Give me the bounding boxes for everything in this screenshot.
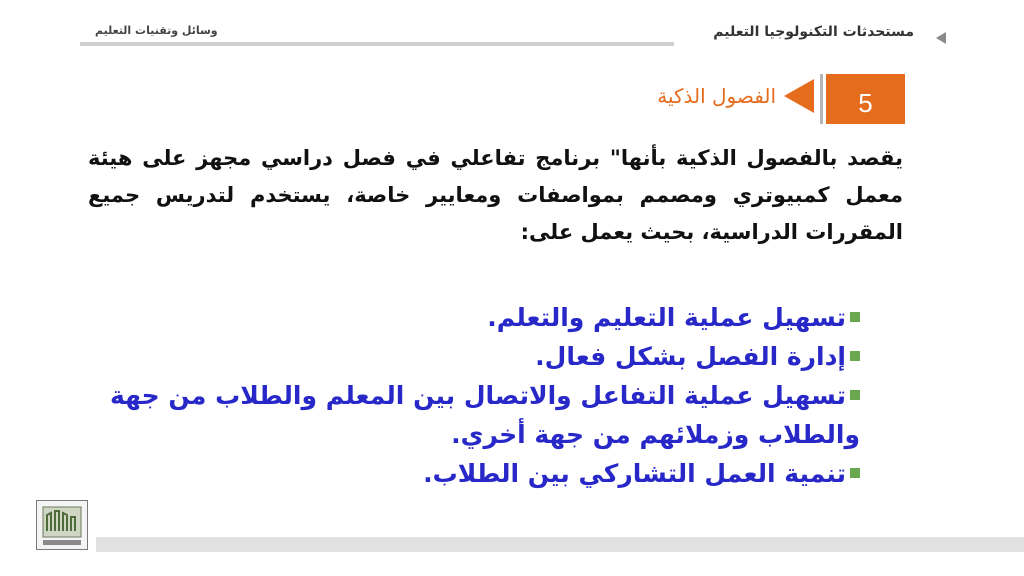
bullet-square-icon [850,312,860,322]
list-item [110,337,860,376]
bullet-text: إدارة الفصل بشكل فعال. [535,342,846,371]
course-title: مستحدثات التكنولوجيا التعليم [713,24,914,40]
bullet-text: تسهيل عملية التعليم والتعلم. [487,303,846,332]
header-divider [80,42,674,46]
number-divider [820,74,823,124]
bullet-text: تسهيل عملية التفاعل والاتصال بين المعلم والطلاب من جهة والطلاب وزملائهم من جهة أخري. [110,381,860,449]
bullet-square-icon [850,390,860,400]
course-subtitle: وسائل وتقنيات التعليم [95,24,218,37]
slide-number-badge: 5 [826,74,905,124]
university-logo-icon [36,500,88,550]
bullet-square-icon [850,468,860,478]
list-item [110,454,860,493]
logo-emblem-icon [37,501,87,549]
nav-back-arrow-icon[interactable] [936,32,946,44]
footer-bar [96,537,1024,552]
bullet-square-icon [850,351,860,361]
slide-subtitle: الفصول الذكية [657,84,776,108]
list-item [110,376,860,454]
bullet-text: تنمية العمل التشاركي بين الطلاب. [423,459,846,488]
definition-paragraph: يقصد بالفصول الذكية بأنها" برنامج تفاعلي في فصل دراسي مجهز على هيئة معمل كمبيوتري ومصمم بمواصفات ومعايير خاصة، يستخدم لتدريس جميع المقررات الدراسية، بحيث يعمل على: [88,146,903,244]
slide-pointer-icon [784,79,814,113]
goals-list [110,298,860,493]
list-item [110,298,860,337]
